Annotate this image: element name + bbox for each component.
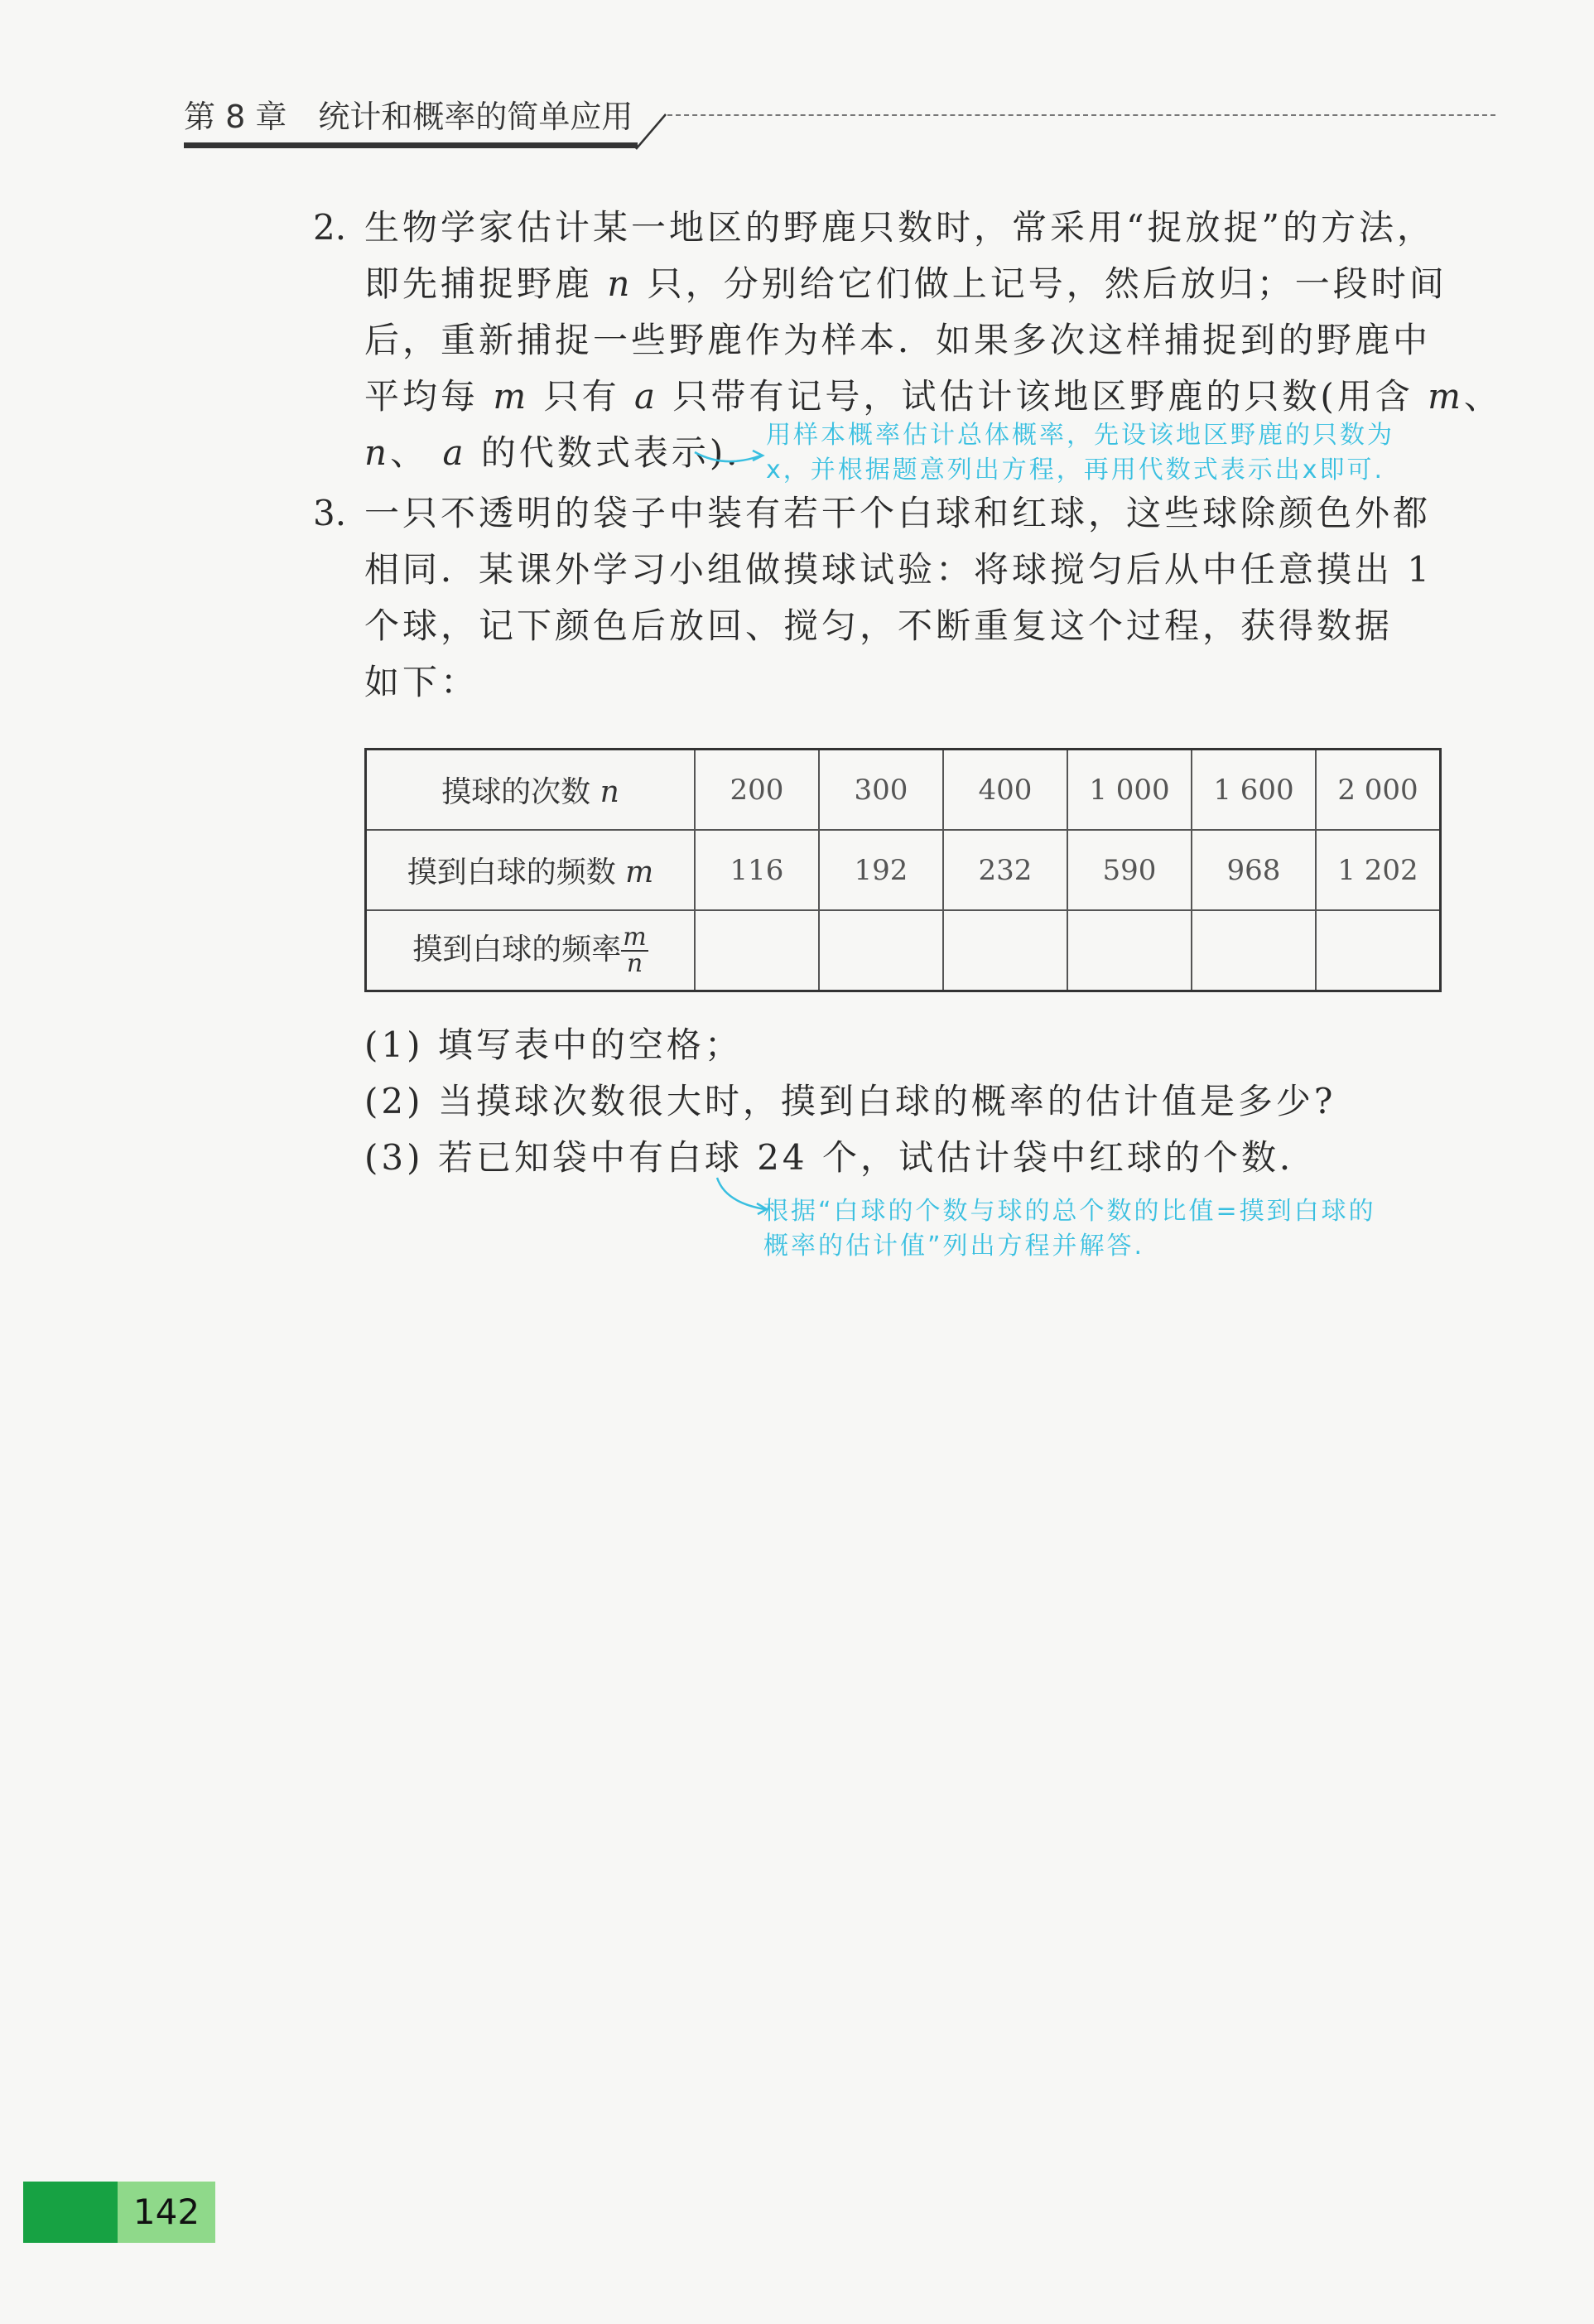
variable-m: m (1428, 376, 1464, 417)
table-cell: 2 000 (1316, 750, 1441, 831)
problem-2-line-3: 后，重新捕捉一些野鹿作为样本．如果多次这样捕捉到的野鹿中 (364, 320, 1432, 360)
chapter-title: 统计和概率的简单应用 (318, 99, 633, 135)
problem-3-text: 一只不透明的袋子中装有若干个白球和红球，这些球除颜色外都 (364, 493, 1432, 533)
table-cell: 1 000 (1067, 750, 1192, 831)
problem-3-line-1 (313, 485, 1431, 542)
problem-3-subquestion-2: (2) 当摸球次数很大时，摸到白球的概率的估计值是多少? (364, 1081, 1336, 1121)
header-dashed-rule (667, 114, 1495, 116)
problem-3-line-2: 相同．某课外学习小组做摸球试验：将球搅匀后从中任意摸出 1 (364, 549, 1433, 590)
variable-n: n (607, 263, 633, 304)
table-cell: 192 (819, 830, 943, 910)
header-slant-divider (634, 109, 667, 151)
table-cell: 1 202 (1316, 830, 1441, 910)
experiment-data-table (364, 748, 1442, 992)
chapter-header (184, 93, 638, 148)
table-cell: 968 (1192, 830, 1316, 910)
row-label: 摸到白球的频率 (412, 932, 622, 967)
row-header-rate (366, 910, 696, 991)
text-segment: 平均每 (364, 376, 479, 417)
variable-m: m (625, 856, 654, 890)
problem-3-hint-line-1: 根据“白球的个数与球的总个数的比值=摸到白球的 (763, 1197, 1376, 1226)
problem-2-hint-line-1: 用样本概率估计总体概率，先设该地区野鹿的只数为 (766, 421, 1394, 450)
table-cell: 300 (819, 750, 943, 831)
table-cell: 200 (695, 750, 819, 831)
text-segment: 的代数式表示)． (480, 432, 765, 473)
variable-a: a (442, 432, 467, 473)
table-cell-blank (1316, 910, 1441, 991)
text-segment: 、 (1463, 376, 1502, 417)
row-label: 摸到白球的频数 (407, 856, 616, 890)
table-cell-blank (819, 910, 943, 991)
row-header-frequency (366, 830, 696, 910)
problem-3-line-3: 个球，记下颜色后放回、搅匀，不断重复这个过程，获得数据 (364, 605, 1394, 646)
page-number: 142 (118, 2182, 215, 2243)
table-cell-blank (1067, 910, 1192, 991)
problem-3-number: 3. (313, 493, 347, 533)
problem-3-subquestion-1: (1) 填写表中的空格； (364, 1025, 743, 1065)
table-row-frequency (366, 830, 1441, 910)
row-label: 摸球的次数 (441, 775, 591, 809)
table-row-rate (366, 910, 1441, 991)
table-row-trials (366, 750, 1441, 831)
problem-2-line-1 (313, 199, 1435, 257)
chapter-number: 第 8 章 (184, 99, 287, 135)
variable-a: a (633, 376, 658, 417)
text-segment: 只，分别给它们做上记号，然后放归；一段时间 (647, 263, 1447, 304)
table-cell: 1 600 (1192, 750, 1316, 831)
table-cell: 590 (1067, 830, 1192, 910)
table-cell: 232 (943, 830, 1067, 910)
text-segment: 只带有记号，试估计该地区野鹿的只数(用含 (672, 376, 1413, 417)
text-segment: 即先捕捉野鹿 (364, 263, 594, 304)
table-cell-blank (695, 910, 819, 991)
problem-3-hint-line-2: 概率的估计值”列出方程并解答. (763, 1232, 1145, 1261)
problem-2-text: 生物学家估计某一地区的野鹿只数时，常采用“捉放捉”的方法， (364, 207, 1435, 248)
fraction-denominator: n (626, 948, 643, 978)
variable-n: n (364, 432, 391, 473)
table-cell-blank (1192, 910, 1316, 991)
problem-2-line-2 (364, 255, 1447, 313)
table-cell: 400 (943, 750, 1067, 831)
text-segment: 、 (390, 432, 429, 473)
fraction-numerator: m (623, 922, 647, 952)
variable-n: n (600, 775, 619, 809)
fraction-m-over-n (621, 922, 648, 978)
annotation-arrow-icon (691, 437, 766, 470)
table-cell: 116 (695, 830, 819, 910)
variable-m: m (493, 376, 530, 417)
problem-2-hint-line-2: x，并根据题意列出方程，再用代数式表示出x即可. (766, 456, 1385, 485)
problem-3-line-4: 如下： (364, 662, 479, 702)
problem-3-subquestion-3: (3) 若已知袋中有白球 24 个，试估计袋中红球的个数． (364, 1137, 1317, 1178)
problem-2-number: 2. (313, 207, 347, 248)
text-segment: 只有 (543, 376, 620, 417)
table-cell-blank (943, 910, 1067, 991)
row-header-trials (366, 750, 696, 831)
